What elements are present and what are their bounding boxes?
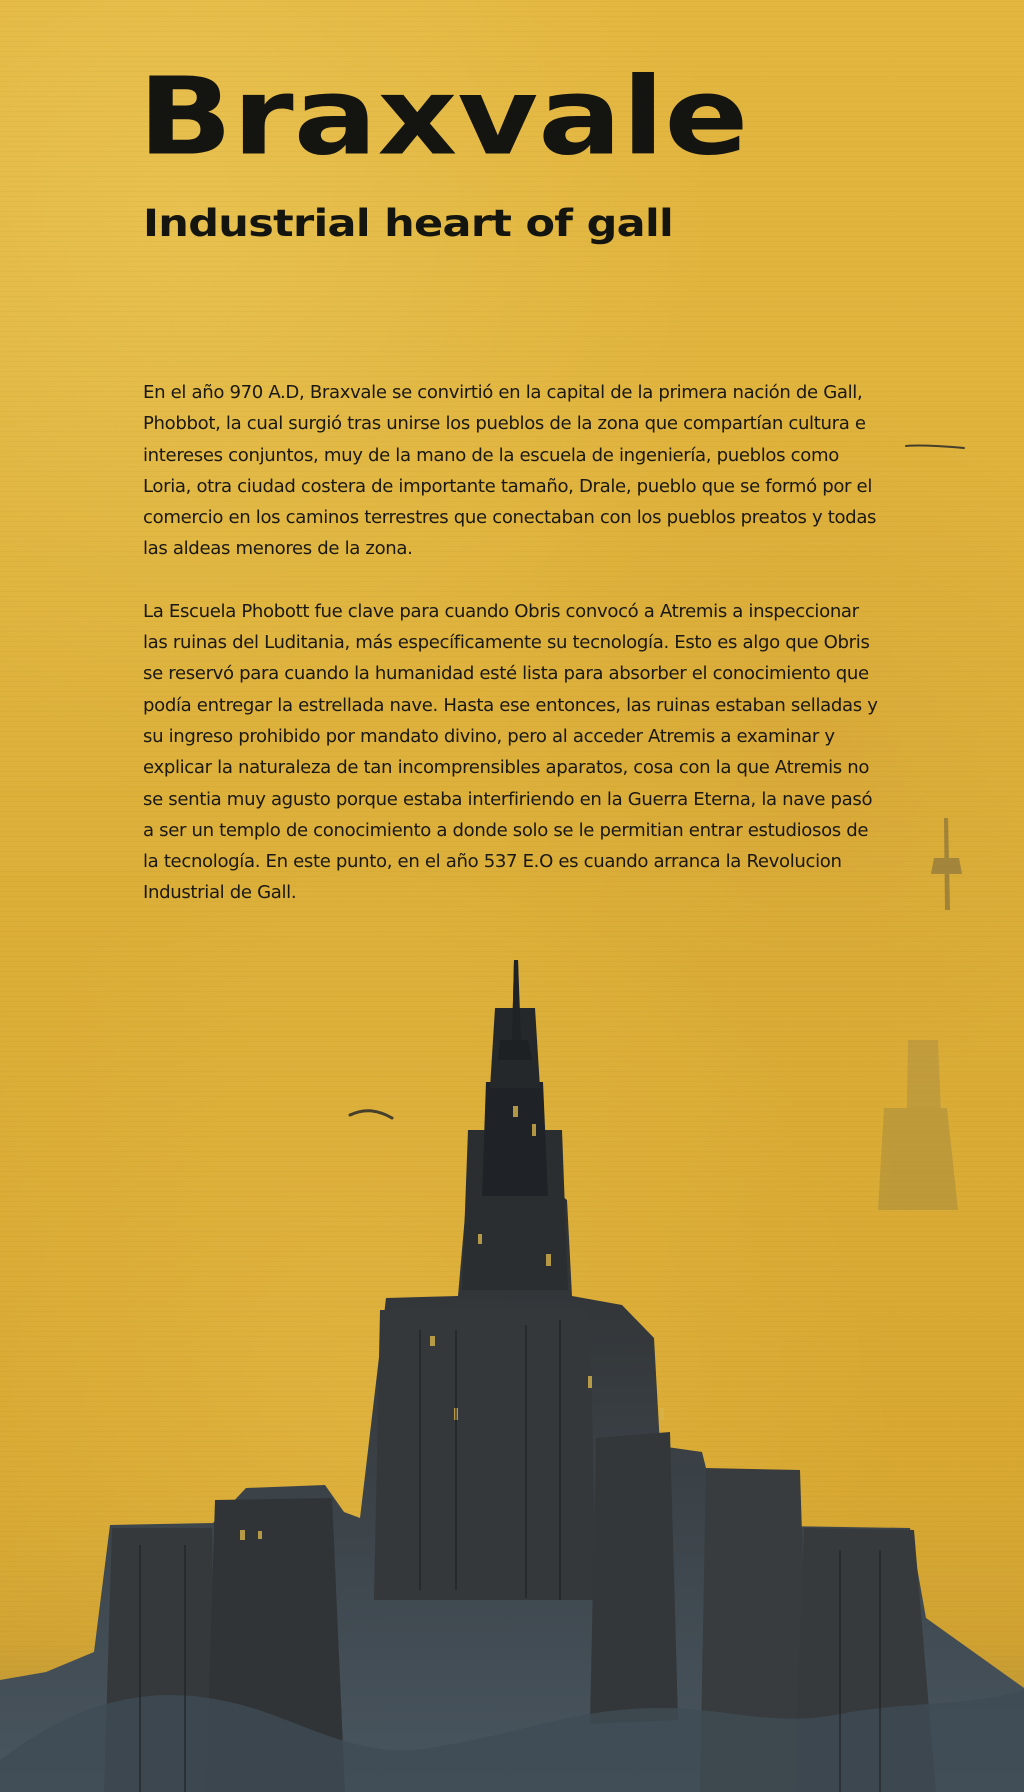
poster-title: Braxvale — [138, 55, 749, 180]
history-paragraph: En el año 970 A.D, Braxvale se convirtió en la capital de la primera nación de Gall, Phobbot, la cual surgió tras unirse los pueblos de la zona que compartían cultura e intereses conjuntos, muy de la mano de la escuela de ingeniería, pueblos como Loria, otra ciudad costera de importante tamaño, Drale, pueblo que se formó por el comercio en los caminos terrestres que conectaban con los pueblos preatos y todas las aldeas menores de la zona. — [143, 382, 877, 560]
lit-window-group — [240, 1106, 664, 1540]
history-text — [143, 377, 887, 940]
distant-spire-icon — [878, 818, 962, 1210]
history-paragraph: La Escuela Phobott fue clave para cuando Obris convocó a Atremis a inspeccionar las ruinas del Luditania, más específicamente su tecnología. Esto es algo que Obris se reservó para cuando la humanidad esté lista para absorber el conocimiento que podía entregar la estrellada nave. Hasta ese entonces, las ruinas estaban selladas y su ingreso prohibido por mandato divino, pero al acceder Atremis a examinar y explicar la naturaleza de tan incomprensibles aparatos, cosa con la que Atremis no se sentia muy agusto porque estaba interfiriendo en la Guerra Eterna, la nave pasó a ser un templo de conocimiento a donde solo se le permitian entrar estudiosos de la tecnología. En este punto, en el año 537 E.O es cuando arranca la Revolucion Industrial de Gall. — [143, 600, 878, 904]
poster-subtitle: Industrial heart of gall — [143, 202, 674, 246]
city-silhouette — [0, 960, 1024, 1792]
